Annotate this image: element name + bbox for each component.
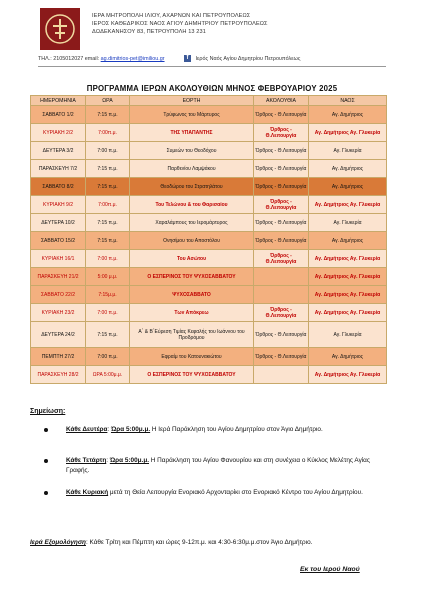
row-time: 7:00π.μ. [86,196,130,214]
row-date: ΠΑΡΑΣΚΕΥΗ 21/2 [31,268,86,286]
table-row [31,348,387,366]
row-feast: Ο ΕΣΠΕΡΙΝΟΣ ΤΟΥ ΨΥΧΟΣΑΒΒΑΤΟΥ [130,268,254,286]
table-row [31,178,387,196]
row-church: Αγ. Δημήτριος Αγ. Γλυκερία [309,250,387,268]
table-row [31,286,387,304]
row-church: Αγ. Δημήτριος [309,348,387,366]
table-row [31,304,387,322]
bullet-dot-icon [44,428,48,432]
church-header [92,12,392,36]
row-feast: Θεοδώρου του Στρατηλάτου [130,178,254,196]
note-wednesday-day: Κάθε Τετάρτη [66,457,107,464]
header-line-3: ΔΩΔΕΚΑΝΗΣΟΥ 83, ΠΕΤΡΟΥΠΟΛΗ 13 231 [92,29,206,35]
confession-label: Ιερά Εξομολόγηση [30,539,86,546]
facebook-icon[interactable]: f [184,55,191,62]
row-service: Όρθρος - Θ.Λειτουργία [254,124,309,142]
table-row [31,366,387,384]
note-monday-text: Κάθε Δευτέρα: Ώρα 5:00μ.μ. Η Ιερά Παράκληση του Αγίου Δημητρίου στον Άγιο Δημήτριο. [66,426,323,433]
header-line-1: ΙΕΡΑ ΜΗΤΡΟΠΟΛΗ ΙΛΙΟΥ, ΑΧΑΡΝΩΝ ΚΑΙ ΠΕΤΡΟΥΠΟΛΕΩΣ [92,13,251,19]
table-row [31,196,387,214]
row-time: 7:00 π.μ. [86,304,130,322]
note-wednesday-time: Ώρα 5:00μ.μ. [109,457,150,464]
note-monday-day: Κάθε Δευτέρα [66,426,108,433]
table-row [31,106,387,124]
row-time: 7:15 π.μ. [86,214,130,232]
row-service [254,286,309,304]
row-feast: Χαραλάμπους του Ιερομάρτυρος [130,214,254,232]
header-line-2: ΙΕΡΟΣ ΚΑΘΕΔΡΙΚΟΣ ΝΑΟΣ ΑΓΙΟΥ ΔΗΜΗΤΡΙΟΥ ΠΕΤΡΟΥΠΟΛΕΩΣ [92,21,268,27]
row-church: Αγ. Δημήτριος [309,232,387,250]
table-row [31,232,387,250]
col-header-time: ΩΡΑ [86,96,130,106]
table-row [31,250,387,268]
row-feast: Παρθενίου Λαμψάκου [130,160,254,178]
row-service: Όρθρος - Θ.Λειτουργία [254,250,309,268]
row-service: Όρθρος - Θ.Λειτουργία [254,322,309,348]
row-date: ΣΑΒΒΑΤΟ 1/2 [31,106,86,124]
row-date: ΠΕΜΠΤΗ 27/2 [31,348,86,366]
row-time: 7:15 π.μ. [86,232,130,250]
col-header-date: ΗΜΕΡΟΜΗΝΙΑ [31,96,86,106]
row-date: ΔΕΥΤΕΡΑ 10/2 [31,214,86,232]
row-feast: Α΄ & Β΄Εύρεση Τιμίας Κεφαλής του Ιωάννου του Προδρόμου [130,322,254,348]
row-date: ΠΑΡΑΣΚΕΥΗ 7/2 [31,160,86,178]
col-header-church: ΝΑΟΣ [309,96,387,106]
row-time: 7:00 π.μ. [86,142,130,160]
row-feast: Του Τελώνου & του Φαρισαίου [130,196,254,214]
row-feast: Συμεών του Θεοδόχου [130,142,254,160]
row-church: Αγ. Δημήτριος [309,178,387,196]
table-row [31,124,387,142]
note-sunday-rest: μετά τη Θεία Λειτουργία Ενοριακό Αρχονταρίκι στο Ενοριακό Κέντρο του Αγίου Δημητρίου. [108,489,363,496]
note-monday [44,425,374,435]
row-date: ΣΑΒΒΑΤΟ 15/2 [31,232,86,250]
col-header-service: ΑΚΟΛΟΥΘΙΑ [254,96,309,106]
header-divider [38,66,386,67]
row-date: ΚΥΡΙΑΚΗ 23/2 [31,304,86,322]
signature: Εκ του Ιερού Ναού [300,566,360,573]
row-service: Όρθρος - Θ.Λειτουργία [254,214,309,232]
row-date: ΚΥΡΙΑΚΗ 16/1 [31,250,86,268]
row-service: Όρθρος - Θ.Λειτουργία [254,106,309,124]
note-sunday-day: Κάθε Κυριακή [66,489,109,496]
notes-heading: Σημείωση: [30,408,66,415]
row-church: Αγ. Δημήτριος [309,160,387,178]
row-church: Αγ. Δημήτριος Αγ. Γλυκερία [309,196,387,214]
row-time: 7:15 π.μ. [86,178,130,196]
row-service: Όρθρος - Θ.Λειτουργία [254,232,309,250]
row-date: ΔΕΥΤΕΡΑ 3/2 [31,142,86,160]
church-seal-logo [40,8,80,50]
row-church: Αγ. Δημήτριος [309,106,387,124]
note-sunday-text [66,488,374,498]
row-church: Αγ. Γλυκερία [309,322,387,348]
confession-note [30,538,390,548]
row-feast: ΤΗΣ ΥΠΑΠΑΝΤΗΣ [130,124,254,142]
row-time: 7:00 π.μ. [86,250,130,268]
row-service: Όρθρος - Θ.Λειτουργία [254,160,309,178]
contact-line [38,55,398,62]
row-date: ΣΑΒΒΑΤΟ 8/2 [31,178,86,196]
note-monday-rest: Η Ιερά Παράκληση του Αγίου Δημητρίου στον Άγιο Δημήτριο. [150,426,323,433]
row-date: ΚΥΡΙΑΚΗ 9/2 [31,196,86,214]
row-service [254,366,309,384]
row-feast: ΨΥΧΟΣΑΒΒΑΤΟ [130,286,254,304]
row-date: ΚΥΡΙΑΚΗ 2/2 [31,124,86,142]
note-wednesday [44,456,374,476]
services-table [30,95,387,384]
table-row [31,142,387,160]
confession-text: : Κάθε Τρίτη και Πέμπτη και ώρες 9-12π.μ. και 4:30-6:30μ.μ.στον Άγιο Δημήτριο. [85,539,313,546]
row-feast: Ο ΕΣΠΕΡΙΝΟΣ ΤΟΥ ΨΥΧΟΣΑΒΒΑΤΟΥ [130,366,254,384]
row-time: ΩΡΑ 5:00μ.μ. [86,366,130,384]
note-wednesday-rest: Η Παράκληση του Αγίου Φανουρίου και στη συνέχεια ο Κύκλος Μελέτης Αγίας Γραφής. [66,457,370,474]
table-row [31,322,387,348]
row-time: 7:15 π.μ. [86,160,130,178]
row-church: Αγ. Δημήτριος Αγ. Γλυκερία [309,268,387,286]
row-service: Όρθρος - Θ.Λειτουργία [254,348,309,366]
contact-phone: ΤΗΛ.: 2105012027 email: [38,55,100,62]
row-service: Όρθρος - Θ.Λειτουργία [254,178,309,196]
row-church: Αγ. Δημήτριος Αγ. Γλυκερία [309,366,387,384]
row-time: 7:15μ.μ. [86,286,130,304]
row-feast: Των Απόκρεω [130,304,254,322]
note-sunday [44,488,374,498]
col-header-feast: ΕΟΡΤΗ [130,96,254,106]
row-service: Όρθρος - Θ.Λειτουργία [254,142,309,160]
note-wednesday-text: Κάθε Τετάρτη: Ώρα 5:00μ.μ. Η Παράκληση του Αγίου Φανουρίου και στη συνέχεια ο Κύκλος Μελέτης Αγίας Γραφής. [66,457,370,474]
row-date: ΠΑΡΑΣΚΕΥΗ 28/2 [31,366,86,384]
email-link[interactable]: ag.dimitrios-pet@imiliou.gr [100,55,165,62]
note-monday-time: Ώρα 5:00μ.μ. [110,426,151,433]
row-church: Αγ. Δημήτριος Αγ. Γλυκερία [309,304,387,322]
row-feast: Τρύφωνος του Μάρτυρος [130,106,254,124]
row-church: Αγ. Δημήτριος Αγ. Γλυκερία [309,124,387,142]
table-row [31,268,387,286]
row-church: Αγ. Δημήτριος Αγ. Γλυκερία [309,286,387,304]
row-time: 7:00π.μ. [86,124,130,142]
row-date: ΣΑΒΒΑΤΟ 22/2 [31,286,86,304]
row-service: Όρθρος - Θ.Λειτουργία [254,304,309,322]
row-date: ΔΕΥΤΕΡΑ 24/2 [31,322,86,348]
table-row [31,160,387,178]
row-time: 7:15 π.μ. [86,322,130,348]
row-service [254,268,309,286]
schedule-title: ΠΡΟΓΡΑΜΜΑ ΙΕΡΩΝ ΑΚΟΛΟΥΘΙΩΝ ΜΗΝΟΣ ΦΕΒΡΟΥΑΡΙΟΥ 2025 [86,84,338,93]
row-time: 5:00 μ.μ. [86,268,130,286]
bullet-dot-icon [44,491,48,495]
row-church: Αγ. Γλυκερία [309,142,387,160]
table-header-row [31,96,387,106]
row-feast: Του Ασώτου [130,250,254,268]
row-time: 7:00 π.μ. [86,348,130,366]
bullet-dot-icon [44,459,48,463]
row-time: 7:15 π.μ. [86,106,130,124]
row-feast: Ονησίμου του Αποστόλου [130,232,254,250]
row-feast: Εφραίμ του Κατουνακιώτου [130,348,254,366]
row-church: Αγ. Γλυκερία [309,214,387,232]
facebook-page-name: Ιερός Ναός Αγίου Δημητρίου Πετρουπόλεως [195,55,301,62]
row-service: Όρθρος - Θ.Λειτουργία [254,196,309,214]
table-row [31,214,387,232]
